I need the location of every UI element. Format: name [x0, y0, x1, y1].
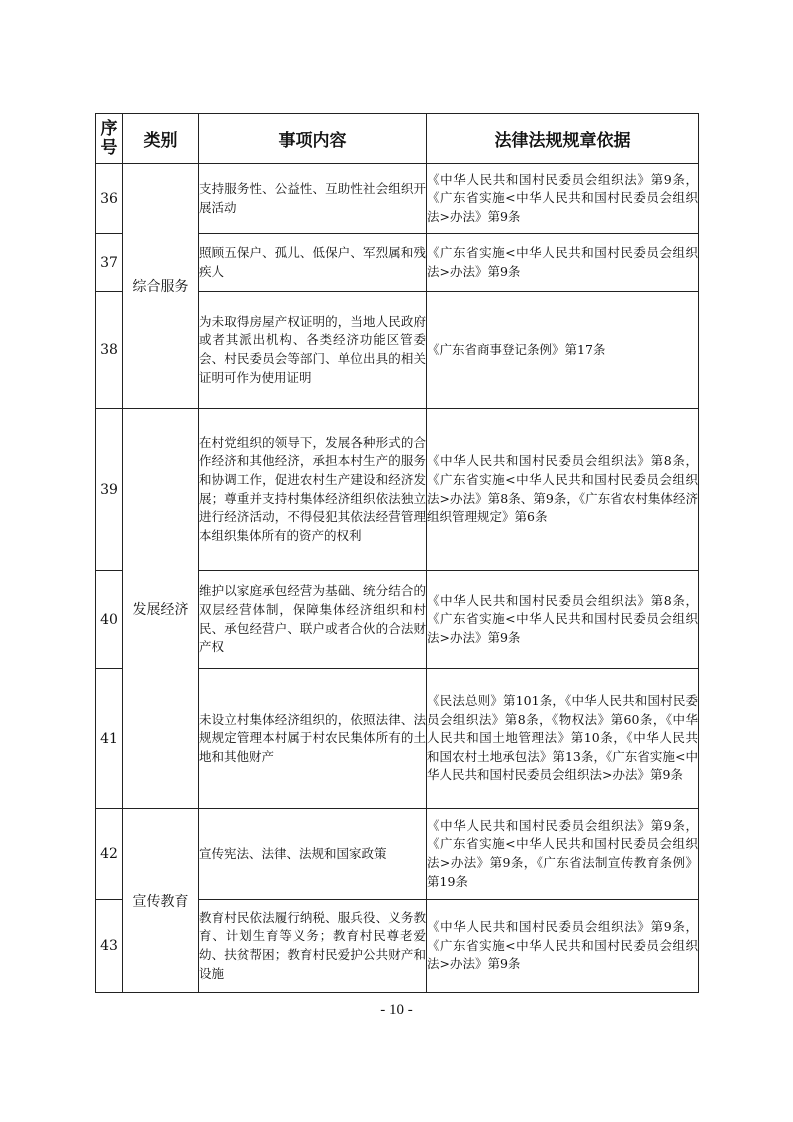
content-cell: 在村党组织的领导下，发展各种形式的合作经济和其他经济，承担本村生产的服务和协调工作，促进农村生产建设和经济发展；尊重并支持村集体经济组织依法独立进行经济活动，不得侵犯其依法经营管理本组织集体所有的资产的权利: [199, 409, 427, 571]
row-number: 43: [96, 900, 123, 993]
category-cell: 发展经济: [123, 409, 199, 809]
law-cell: 《中华人民共和国村民委员会组织法》第8条，《广东省实施<中华人民共和国村民委员会组织法>办法》第8条、第9条，《广东省农村集体经济组织管理规定》第6条: [427, 409, 699, 571]
row-number: 39: [96, 409, 123, 571]
row-number: 37: [96, 234, 123, 292]
law-cell: 《民法总则》第101条，《中华人民共和国村民委员会组织法》第8条，《物权法》第60条，《中华人民共和国土地管理法》第10条，《中华人民共和国农村土地承包法》第13条，《广东省实施<中华人民共和国村民委员会组织法>办法》第9条: [427, 669, 699, 809]
page-number: - 10 -: [380, 1002, 413, 1018]
matters-table: [95, 113, 699, 993]
law-cell: 《广东省商事登记条例》第17条: [427, 292, 699, 409]
table-row: [96, 809, 699, 900]
law-cell: 《中华人民共和国村民委员会组织法》第9条，《广东省实施<中华人民共和国村民委员会组织法>办法》第9条，《广东省法制宣传教育条例》第19条: [427, 809, 699, 900]
header-law: 法律法规规章依据: [427, 114, 699, 164]
row-number: 41: [96, 669, 123, 809]
row-number: 38: [96, 292, 123, 409]
law-cell: 《广东省实施<中华人民共和国村民委员会组织法>办法》第9条: [427, 234, 699, 292]
content-cell: 宣传宪法、法律、法规和国家政策: [199, 809, 427, 900]
content-cell: 为未取得房屋产权证明的，当地人民政府或者其派出机构、各类经济功能区管委会、村民委员会等部门、单位出具的相关证明可作为使用证明: [199, 292, 427, 409]
content-cell: 未设立村集体经济组织的，依照法律、法规规定管理本村属于村农民集体所有的土地和其他财产: [199, 669, 427, 809]
row-number: 40: [96, 571, 123, 669]
category-cell: 综合服务: [123, 164, 199, 409]
table-header-row: [96, 114, 699, 164]
content-cell: 支持服务性、公益性、互助性社会组织开展活动: [199, 164, 427, 234]
header-seq: 序号: [96, 114, 123, 164]
law-cell: 《中华人民共和国村民委员会组织法》第9条，《广东省实施<中华人民共和国村民委员会组织法>办法》第9条: [427, 164, 699, 234]
category-cell: 宣传教育: [123, 809, 199, 993]
content-cell: 教育村民依法履行纳税、服兵役、义务教育、计划生育等义务；教育村民尊老爱幼、扶贫帮困；教育村民爱护公共财产和设施: [199, 900, 427, 993]
header-content: 事项内容: [199, 114, 427, 164]
table-row: [96, 164, 699, 234]
row-number: 36: [96, 164, 123, 234]
row-number: 42: [96, 809, 123, 900]
table-row: [96, 409, 699, 571]
content-cell: 照顾五保户、孤儿、低保户、军烈属和残疾人: [199, 234, 427, 292]
law-cell: 《中华人民共和国村民委员会组织法》第8条，《广东省实施<中华人民共和国村民委员会组织法>办法》第9条: [427, 571, 699, 669]
header-category: 类别: [123, 114, 199, 164]
law-cell: 《中华人民共和国村民委员会组织法》第9条，《广东省实施<中华人民共和国村民委员会组织法>办法》第9条: [427, 900, 699, 993]
content-cell: 维护以家庭承包经营为基础、统分结合的双层经营体制，保障集体经济组织和村民、承包经营户、联户或者合伙的合法财产权: [199, 571, 427, 669]
